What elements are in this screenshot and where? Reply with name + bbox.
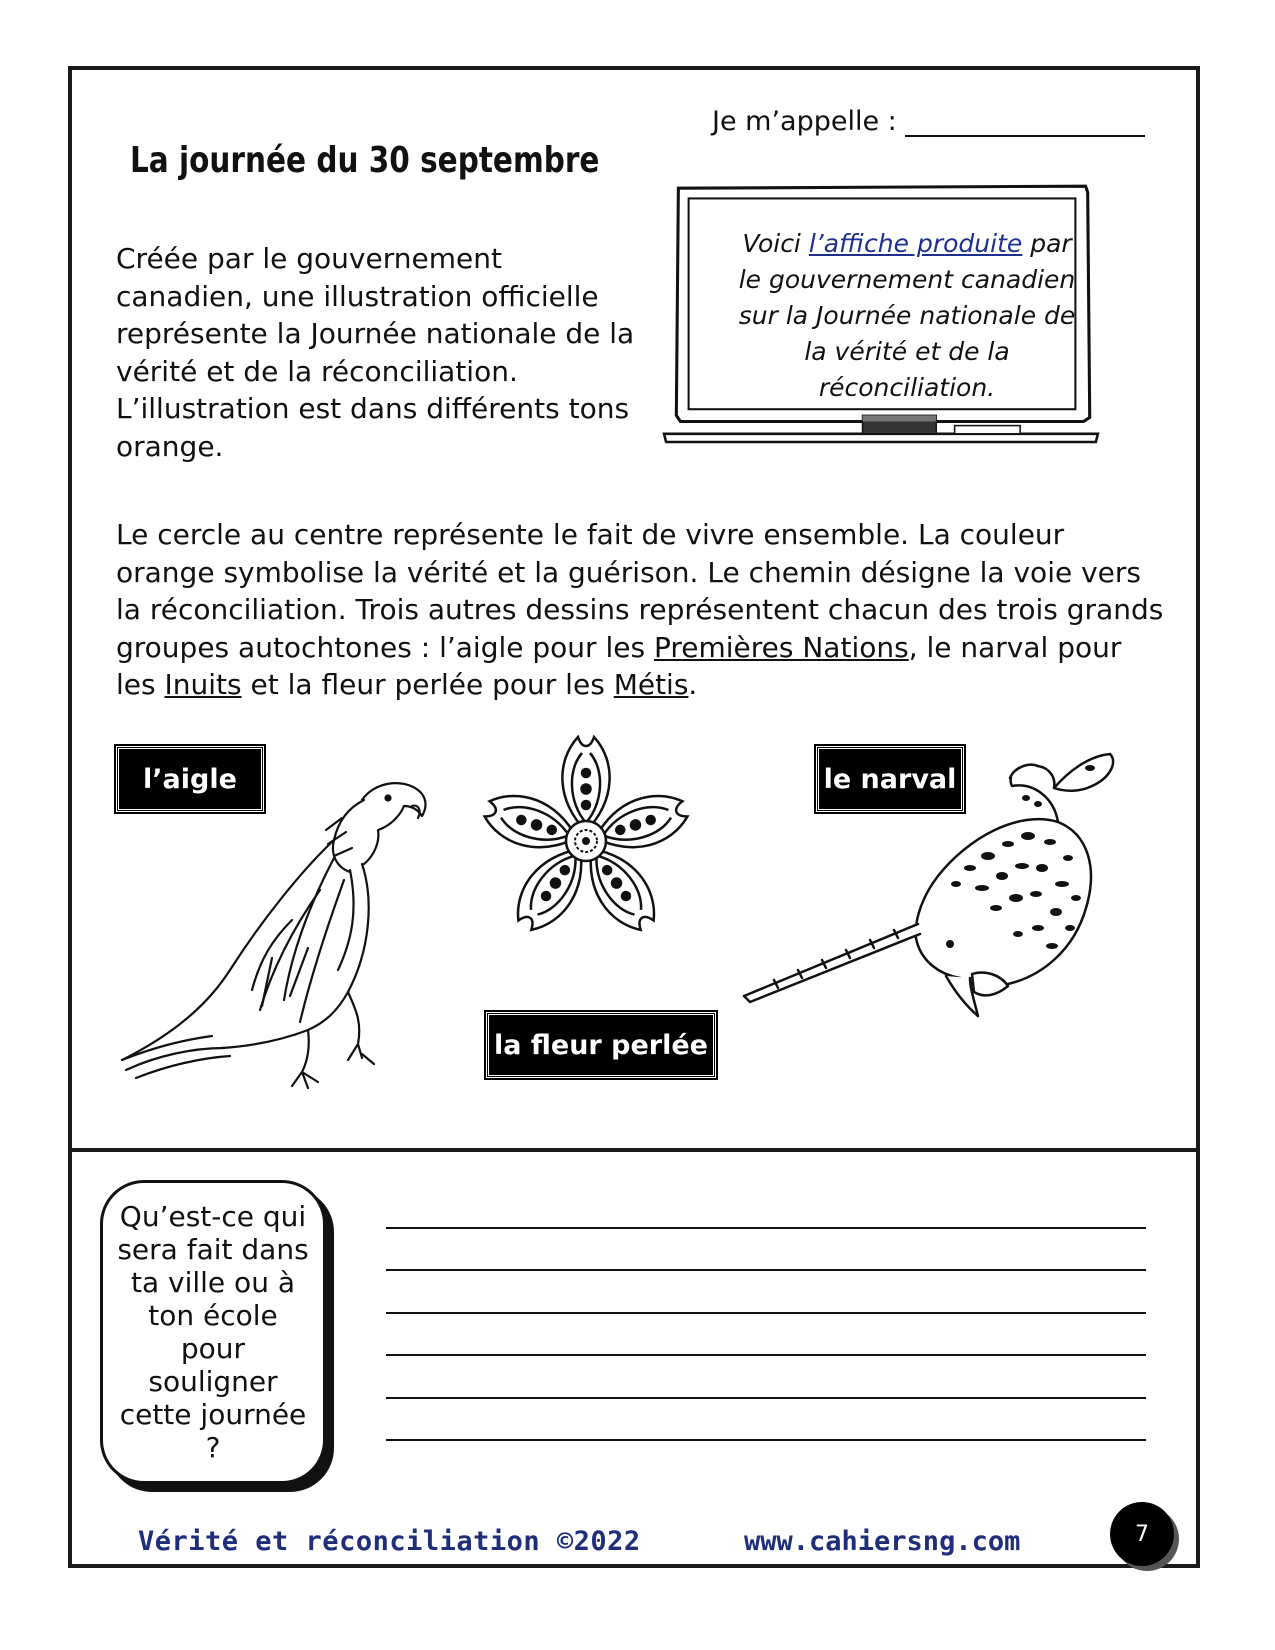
label-flower: la fleur perlée	[486, 1012, 716, 1078]
paragraph-text: .	[688, 668, 698, 701]
name-label: Je m’appelle :	[712, 106, 897, 137]
page-number-badge: 7	[1110, 1502, 1174, 1566]
poster-link[interactable]: l’affiche produite	[808, 229, 1023, 258]
link-inuits[interactable]: Inuits	[164, 668, 242, 701]
name-field	[712, 106, 1145, 137]
label-eagle: l’aigle	[116, 746, 264, 812]
answer-line[interactable]	[386, 1186, 1146, 1229]
beaded-flower-icon	[468, 728, 704, 954]
narwhal-icon	[738, 738, 1130, 1018]
chalkboard-text	[732, 226, 1082, 406]
page-title: La journée du 30 septembre	[130, 140, 600, 181]
board-text-prefix: Voici	[742, 229, 809, 258]
answer-line[interactable]	[386, 1314, 1146, 1357]
answer-lines	[386, 1186, 1146, 1441]
answer-line[interactable]	[386, 1271, 1146, 1314]
paragraph-text: Le cercle au centre représente le fait de vivre ensemble. La couleur orange symbolise la vérité et la guérison. Le chemin désigne la voie vers la réconciliation. Trois autres dessins représentent chacun des trois grands groupes autochtones : l’aigle pour les	[116, 518, 1164, 664]
label-narwhal: le narval	[816, 746, 964, 812]
board-text-suffix: par le gouvernement canadien sur la Journée nationale de la vérité et de la réconciliation.	[738, 229, 1076, 402]
footer-copyright: Vérité et réconciliation ©2022	[138, 1526, 641, 1557]
name-blank[interactable]	[905, 109, 1145, 137]
paragraph-text: , le narval pour les	[116, 630, 1122, 701]
link-premieres-nations[interactable]: Premières Nations	[653, 630, 909, 664]
answer-line[interactable]	[386, 1229, 1146, 1272]
answer-line[interactable]	[386, 1356, 1146, 1399]
question-bubble: Qu’est-ce qui sera fait dans ta ville ou à ton école pour souligner cette journée ?	[100, 1180, 326, 1484]
footer-website-link[interactable]: www.cahiersng.com	[744, 1526, 1021, 1557]
paragraph-text: et la fleur perlée pour les	[241, 668, 614, 701]
answer-line[interactable]	[386, 1399, 1146, 1442]
main-paragraph	[116, 516, 1166, 704]
eagle-icon	[112, 760, 432, 1090]
link-metis[interactable]: Métis	[613, 668, 689, 701]
intro-text: Créée par le gouvernement canadien, une illustration officielle représente la Journée nationale de la vérité et de la réconciliation. L’illustration est dans différents tons orange.	[116, 242, 635, 463]
section-divider	[68, 1148, 1200, 1152]
